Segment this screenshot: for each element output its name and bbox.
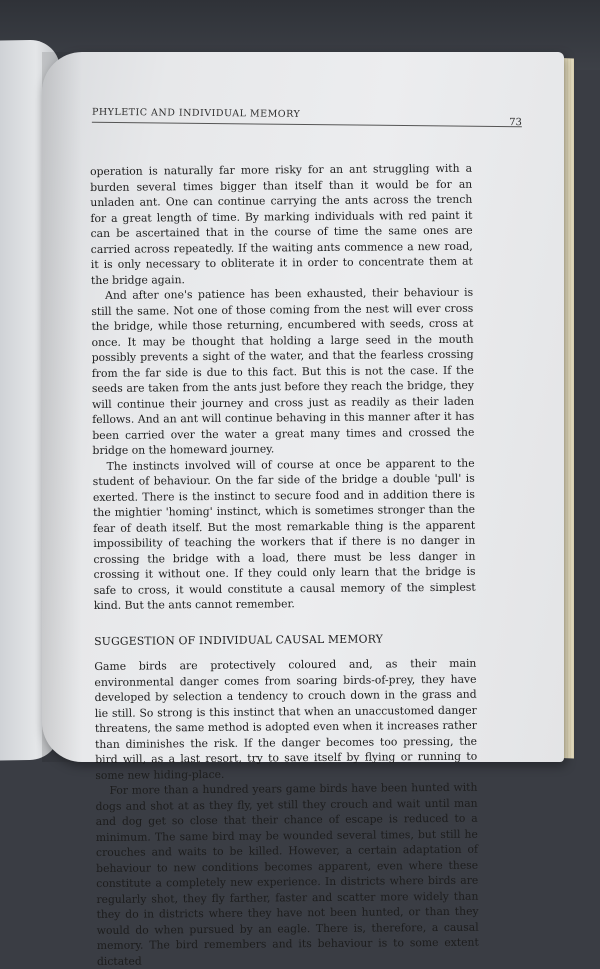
page-header [92,98,522,128]
paragraph-1: operation is naturally far more risky for an ant struggling with a burden several times bigger than itself than it would be for an unladen ant. One can continue carrying the ants across the trench for a great length of time. By marking individuals with red paint it can be ascertained that in the course of time the same ones are carried across repeatedly. If the waiting ants commence a new road, it is only necessary to obliterate it in order to concentrate them at the bridge again. [90,161,473,287]
paragraph-2: And after one's patience has been exhausted, their behaviour is still the same. Not one of those coming from the nest will ever cross the bridge, while those returning, encumbered with seeds, cross at once. It may be thought that holding a large seed in the mouth possibly prevents a sight of the water, and that the fearless crossing from the far side is due to this fact. But this is not the case. If the seeds are taken from the ants just before they reach the bridge, they will continue their journey and cross just as readily as their laden fellows. And an ant will continue behaving in this manner after it has been carried over the water a great many times and crossed the bridge on the homeward journey. [91,285,475,457]
paragraph-4: Game birds are protectively coloured and, as their main environmental danger comes from soaring birds-of-prey, they have developed by selection a tendency to crouch down in the grass and lie still. So strong is this instinct that when an unaccustomed danger threatens, the same method is adopted even when it increases rather than diminishes the risk. If the danger becomes too pressing, the bird will, as a last resort, try to save itself by flying or running to some new hiding-place. [94,656,478,782]
book-page [42,52,564,968]
paragraph-3: The instincts involved will of course at once be apparent to the student of behaviour. On the far side of the bridge a double 'pull' is exerted. There is the instinct to secure food and in addition there is the mightier 'homing' instinct, which is sometimes stronger than the fear of death itself. But the most remarkable thing is the apparent impossibility of teaching the workers that if there is no danger in crossing the bridge with a load, there must be less danger in crossing it without one. If they could only learn that the bridge is safe to cross, it would constitute a causal memory of the simplest kind. But the ants cannot remember. [92,456,476,612]
page-number: 73 [509,117,522,129]
section-heading: SUGGESTION OF INDIVIDUAL CAUSAL MEMORY [94,631,384,648]
paragraph-5: For more than a hundred years game birds have been hunted with dogs and shot at as they fly, yet still they crouch and wait until man and dog get so close that their chance of escape is reduced to a minimum. The same bird may be wounded several times, but still he crouches and waits to be killed. However, a certain adaptation of behaviour to new conditions becomes apparent, even where these constitute a completely new experience. In districts where birds are regularly shot, they fly farther, faster and scatter more widely than they do in districts where they have not been hunted, or than they would do when pursued by an eagle. There is, therefore, a causal memory. The bird remembers and its behaviour is to some extent dictated [95,780,479,968]
running-head: PHYLETIC AND INDIVIDUAL MEMORY [91,106,301,120]
gutter-shadow [42,52,82,762]
body-text [90,161,479,969]
